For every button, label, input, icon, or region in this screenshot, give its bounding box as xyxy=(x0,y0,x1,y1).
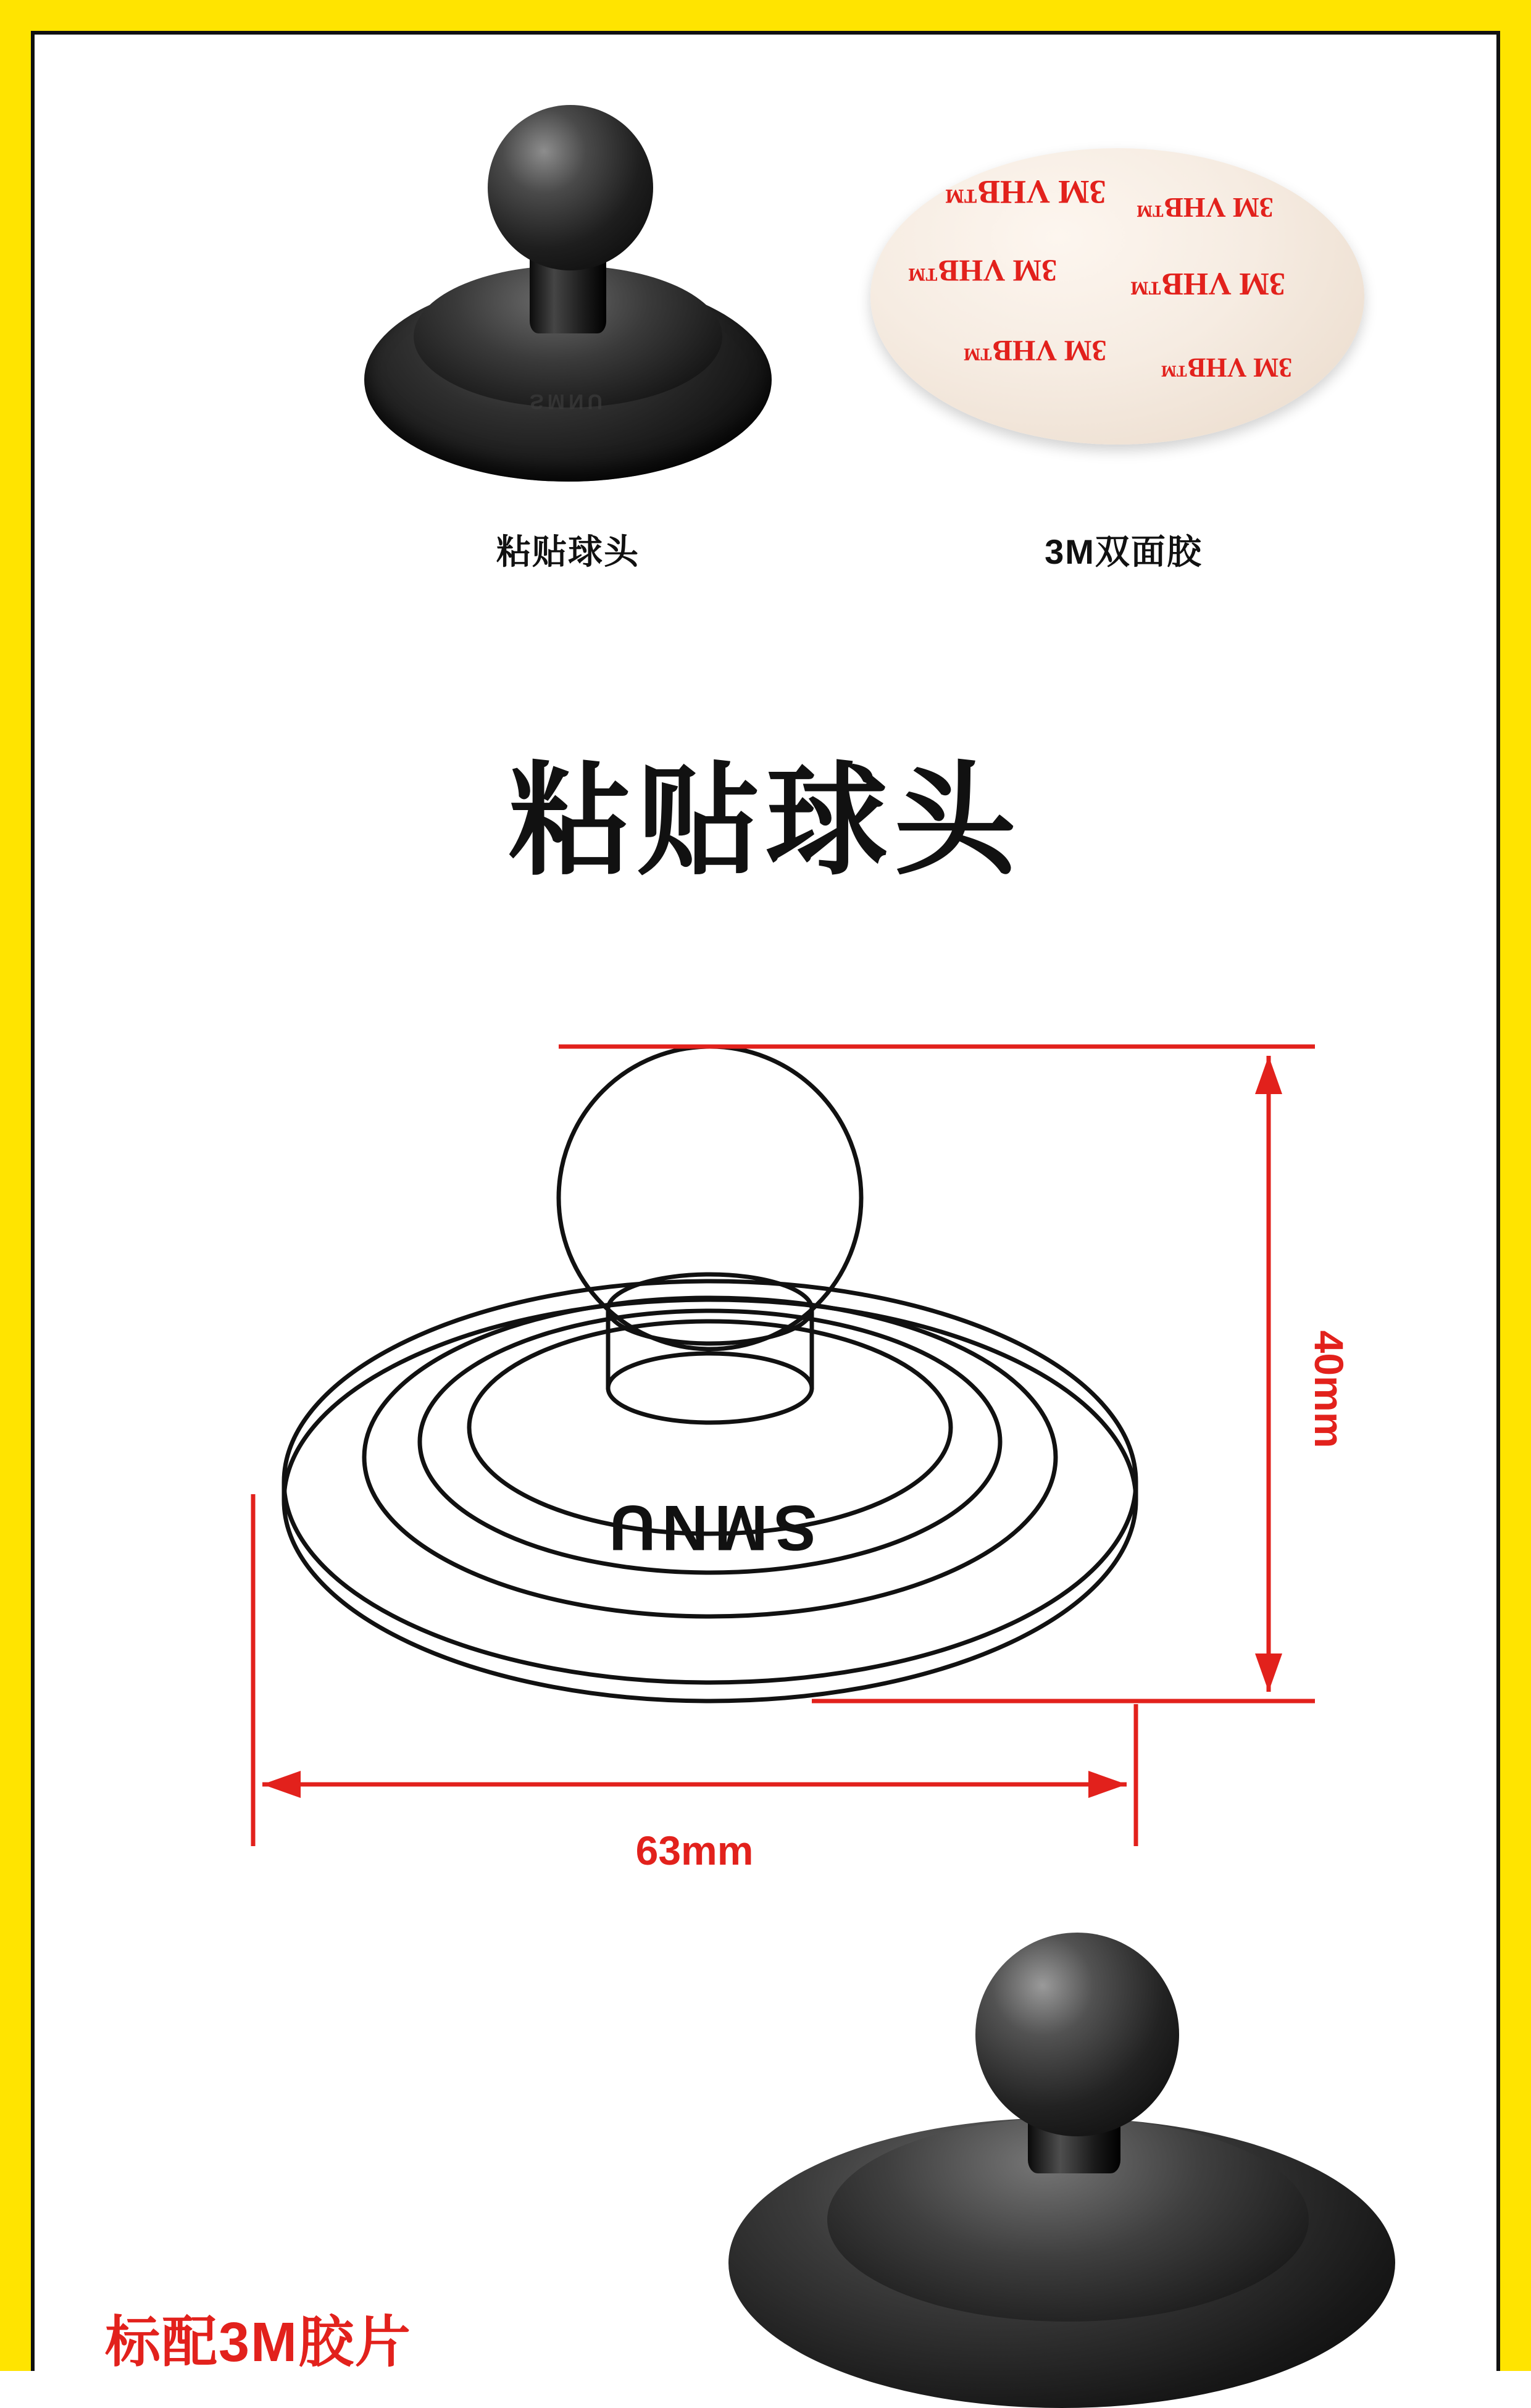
width-dimension-label: 63mm xyxy=(635,1828,754,1873)
ball-mount-logo: SMNU xyxy=(529,390,607,413)
tape-brand-mark: 3M VHB™ xyxy=(963,334,1107,367)
height-dimension-label: 40mm xyxy=(1306,1330,1352,1449)
tape-brand-mark: 3M VHB™ xyxy=(1161,353,1293,383)
bottom-ball-mount-ball xyxy=(975,1933,1179,2136)
ball-mount-ball xyxy=(488,105,653,270)
tape-brand-mark: 3M VHB™ xyxy=(1130,266,1285,301)
adhesive-tape-disc xyxy=(870,148,1364,445)
photo-caption-adhesive-tape: 3M双面胶 xyxy=(1045,532,1203,571)
photo-cell-adhesive-tape xyxy=(784,68,1463,574)
dimension-diagram xyxy=(204,963,1395,1914)
bottom-product-photo xyxy=(691,1933,1482,2371)
page-title: 粘贴球头 xyxy=(509,753,1022,889)
tape-brand-mark: 3M VHB™ xyxy=(945,173,1106,211)
bottom-caption: 标配3M胶片 xyxy=(105,2312,412,2373)
adhesive-tape-photo xyxy=(870,148,1364,469)
ball-mount-photo xyxy=(333,80,803,500)
photo-caption-ball-mount: 粘贴球头 xyxy=(496,532,640,571)
diagram-logo-text: SMNU xyxy=(603,1492,817,1563)
tape-brand-mark: 3M VHB™ xyxy=(1136,192,1274,224)
tape-brand-mark: 3M VHB™ xyxy=(907,254,1058,288)
product-photo-row xyxy=(56,68,1475,574)
